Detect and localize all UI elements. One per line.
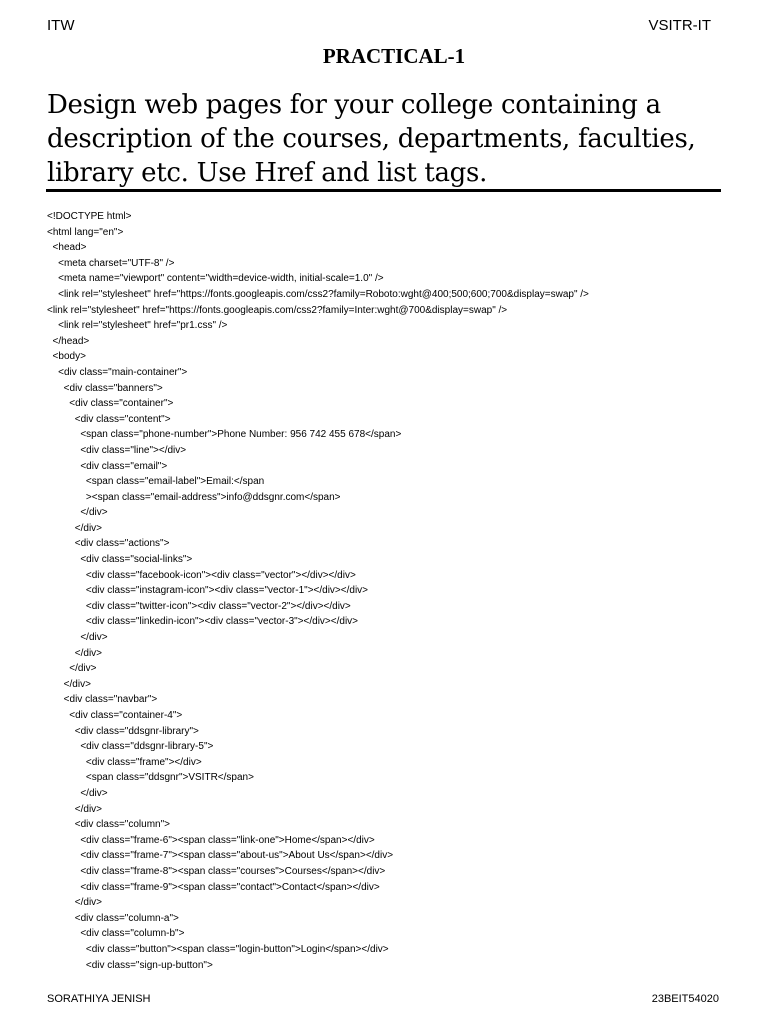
code-line: <div class="actions"> bbox=[47, 538, 170, 550]
code-line: <div class="social-links"> bbox=[47, 554, 193, 566]
heading-divider bbox=[46, 189, 721, 192]
code-line: <div class="ddsgnr-library-5"> bbox=[47, 741, 214, 753]
code-line: <span class="email-label">Email:</span bbox=[47, 476, 265, 488]
code-line: <div class="frame-9"><span class="contact">Contact</span></div> bbox=[47, 881, 380, 893]
code-line: <div class="ddsgnr-library"> bbox=[47, 725, 199, 737]
code-line: <div class="column"> bbox=[47, 819, 170, 831]
code-line: </div> bbox=[47, 787, 108, 799]
code-line: <link rel="stylesheet" href="https://fonts.googleapis.com/css2?family=Inter:wght@700&display=swap" /> bbox=[47, 304, 508, 316]
code-line: </div> bbox=[47, 647, 103, 659]
code-line: </head> bbox=[47, 335, 90, 347]
code-line: <span class="ddsgnr">VSITR</span> bbox=[47, 772, 254, 784]
footer-student-name: SORATHIYA JENISH bbox=[47, 993, 151, 1005]
code-line: <link rel="stylesheet" href="https://fonts.googleapis.com/css2?family=Roboto:wght@400;500;600;700&display=swap" /> bbox=[47, 288, 589, 300]
code-line: <div class="content"> bbox=[47, 413, 171, 425]
code-line: <head> bbox=[47, 242, 87, 254]
code-line: <div class="email"> bbox=[47, 460, 168, 472]
code-line: <span class="phone-number">Phone Number: 956 742 455 678</span> bbox=[47, 429, 402, 441]
code-line: <div class="container-4"> bbox=[47, 710, 183, 721]
code-line: <!DOCTYPE html> bbox=[47, 211, 132, 222]
code-line: <div class="column-a"> bbox=[47, 912, 179, 924]
code-line: <div class="frame"></div> bbox=[47, 756, 202, 768]
code-line: </div> bbox=[47, 522, 103, 534]
code-line: <div class="twitter-icon"><div class="vector-2"></div></div> bbox=[47, 600, 351, 612]
code-line: </div> bbox=[47, 678, 91, 690]
code-line: <html lang="en"> bbox=[47, 226, 124, 238]
code-line: </div> bbox=[47, 663, 97, 675]
header-department: VSITR-IT bbox=[648, 17, 711, 34]
code-line: <body> bbox=[47, 351, 86, 363]
question-heading: Design web pages for your college containing a description of the courses, departments, faculties, library etc. Use Href and list tags. bbox=[47, 90, 696, 188]
code-line: <div class="sign-up-button"> bbox=[47, 959, 213, 971]
code-line: <div class="facebook-icon"><div class="vector"></div></div> bbox=[47, 569, 356, 581]
code-line: <div class="container"> bbox=[47, 398, 174, 410]
code-line: <div class="main-container"> bbox=[47, 366, 188, 378]
code-line: <div class="banners"> bbox=[47, 382, 163, 394]
code-line: <meta charset="UTF-8" /> bbox=[47, 257, 175, 269]
code-line: <div class="linkedin-icon"><div class="vector-3"></div></div> bbox=[47, 616, 359, 628]
practical-title: PRACTICAL-1 bbox=[322, 44, 466, 68]
code-line: </div> bbox=[47, 507, 108, 519]
code-line: <div class="column-b"> bbox=[47, 928, 185, 940]
code-line: <div class="frame-7"><span class="about-us">About Us</span></div> bbox=[47, 850, 394, 862]
code-line: <link rel="stylesheet" href="pr1.css" /> bbox=[47, 320, 228, 332]
code-line: </div> bbox=[47, 803, 103, 815]
code-line: <div class="line"></div> bbox=[47, 444, 187, 456]
code-line: </div> bbox=[47, 897, 103, 909]
code-line: ><span class="email-address">info@ddsgnr.com</span> bbox=[47, 491, 341, 503]
code-line: <div class="navbar"> bbox=[47, 694, 158, 706]
code-line: <div class="frame-6"><span class="link-one">Home</span></div> bbox=[47, 834, 375, 846]
code-line: <div class="instagram-icon"><div class="vector-1"></div></div> bbox=[47, 585, 369, 597]
code-listing bbox=[47, 209, 589, 973]
code-line: <div class="frame-8"><span class="courses">Courses</span></div> bbox=[47, 865, 386, 877]
footer-enrollment-number: 23BEIT54020 bbox=[651, 993, 719, 1005]
code-line: <div class="button"><span class="login-button">Login</span></div> bbox=[47, 943, 389, 955]
code-line: </div> bbox=[47, 632, 108, 644]
header-subject: ITW bbox=[47, 17, 75, 34]
code-line: <meta name="viewport" content="width=device-width, initial-scale=1.0" /> bbox=[47, 273, 384, 285]
